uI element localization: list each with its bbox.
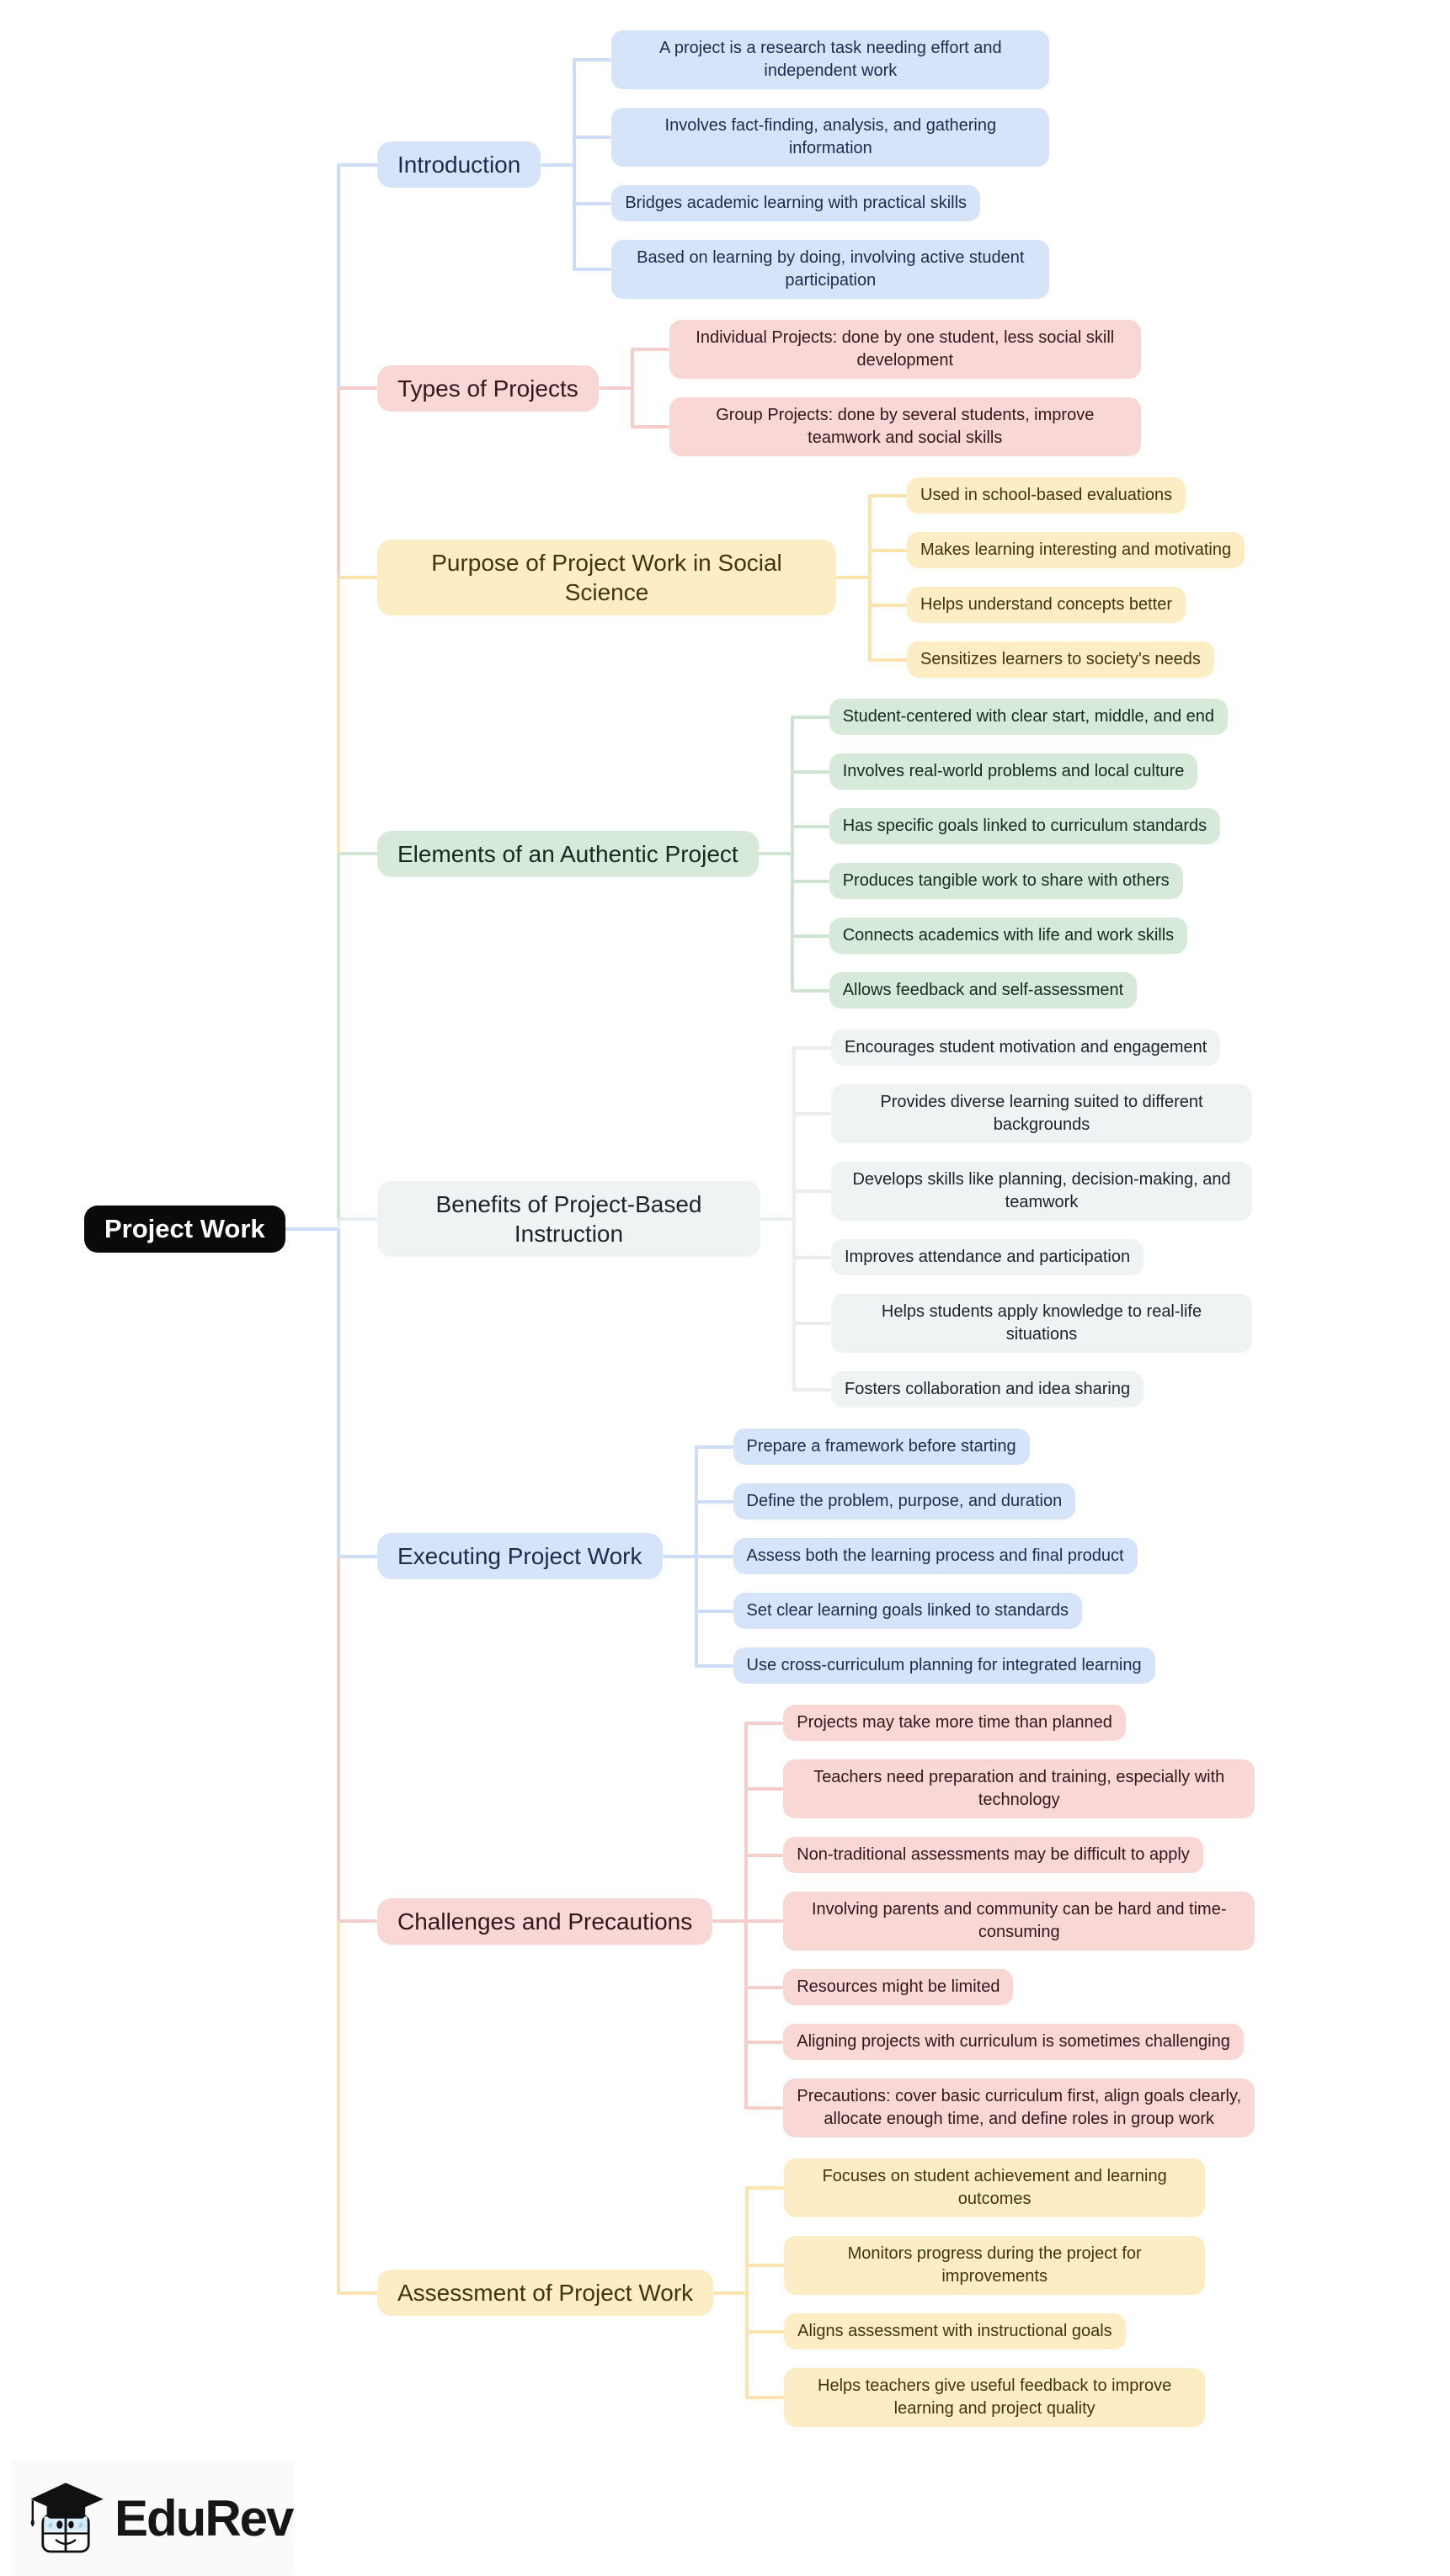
children-column	[669, 320, 1141, 456]
branch-title: Purpose of Project Work in Social Science	[377, 540, 836, 615]
connector-line	[745, 2186, 749, 2399]
connector-line	[791, 880, 829, 883]
connector-line	[337, 1921, 340, 2293]
connector-line	[695, 1610, 733, 1613]
connector-line	[337, 388, 340, 577]
child-node: Teachers need preparation and training, especially with technology	[783, 1759, 1255, 1818]
connector-line	[868, 604, 907, 607]
connector-line	[744, 1919, 783, 1923]
connector-line	[631, 348, 669, 351]
connector-line	[573, 58, 611, 61]
children-column	[611, 30, 1049, 299]
branch-title: Executing Project Work	[377, 1533, 663, 1579]
child-node: Aligns assessment with instructional goals	[784, 2313, 1126, 2350]
child-node: Makes learning interesting and motivating	[907, 532, 1245, 568]
logo-hash-right: #	[78, 2522, 83, 2531]
connector-line	[791, 825, 829, 828]
child-node: Encourages student motivation and engagement	[831, 1030, 1220, 1066]
connector-line	[868, 549, 907, 552]
branch-title: Benefits of Project-Based Instruction	[377, 1181, 760, 1257]
child-node: Use cross-curriculum planning for integrated learning	[733, 1647, 1155, 1684]
connector-line	[744, 1854, 783, 1857]
root-node: Project Work	[84, 1206, 285, 1253]
branches-column	[377, 30, 1255, 2427]
child-node: Helps understand concepts better	[907, 587, 1186, 623]
connector-line	[791, 989, 829, 993]
connector-line	[337, 852, 377, 855]
connector-line	[695, 1500, 733, 1504]
connector-line	[744, 2041, 783, 2044]
children-column	[829, 699, 1228, 1009]
connector-line	[744, 2106, 783, 2110]
child-node: Fosters collaboration and idea sharing	[831, 1371, 1143, 1408]
child-node: Student-centered with clear start, middle, and end	[829, 699, 1228, 735]
connector-line	[573, 58, 576, 271]
logo-eye-right	[68, 2521, 73, 2529]
connector-line	[337, 1217, 377, 1221]
child-node: Involves fact-finding, analysis, and gathering information	[611, 108, 1049, 167]
children-column	[783, 1705, 1255, 2137]
connector-line	[337, 1229, 340, 1557]
child-node: Involves real-world problems and local culture	[829, 753, 1198, 790]
connector-line	[284, 1227, 340, 1231]
child-node: Group Projects: done by several students, improve teamwork and social skills	[669, 397, 1141, 456]
edurev-logo-text: EduRev	[115, 2489, 293, 2547]
connector-line	[791, 934, 829, 938]
child-node: Define the problem, purpose, and duration	[733, 1483, 1076, 1520]
child-node: Prepare a framework before starting	[733, 1429, 1030, 1465]
connector-line	[791, 770, 829, 774]
logo-hash-left: #	[48, 2522, 53, 2531]
connector-line	[337, 576, 377, 579]
branch-assessment-project-work	[377, 2158, 1255, 2427]
connector-line	[868, 658, 907, 662]
connector-line	[792, 1256, 831, 1259]
children-column	[831, 1030, 1252, 1408]
branch-title: Challenges and Precautions	[377, 1898, 712, 1945]
connector-line	[744, 1986, 783, 1989]
connector-line	[663, 1555, 698, 1558]
connector-line	[337, 1555, 377, 1558]
connector-line	[792, 1190, 831, 1193]
connector-line	[744, 1787, 783, 1791]
logo-cap-top	[30, 2483, 103, 2515]
child-node: Individual Projects: done by one student, less social skill development	[669, 320, 1141, 379]
child-node: Used in school-based evaluations	[907, 477, 1186, 514]
connector-line	[759, 852, 794, 855]
connector-line	[631, 425, 669, 428]
child-node: Connects academics with life and work skills	[829, 918, 1188, 954]
branch-title: Types of Projects	[377, 365, 599, 412]
child-node: Monitors progress during the project for improvements	[784, 2236, 1205, 2295]
connector-line	[744, 1722, 748, 2110]
branch-title: Introduction	[377, 141, 541, 188]
child-node: Non-traditional assessments may be difficult to apply	[783, 1837, 1203, 1873]
children-column	[733, 1429, 1155, 1684]
child-node: Assess both the learning process and final product	[733, 1538, 1138, 1574]
edurev-logo-icon	[25, 2479, 106, 2557]
logo-tassel-tip	[31, 2518, 35, 2526]
connector-line	[573, 268, 611, 271]
connector-line	[573, 136, 611, 139]
branch-elements-authentic-project	[377, 699, 1255, 1009]
connector-line	[868, 494, 907, 498]
child-node: Resources might be limited	[783, 1969, 1013, 2005]
connector-line	[792, 1388, 831, 1392]
connector-line	[599, 386, 634, 390]
connector-line	[792, 1322, 831, 1325]
connector-line	[792, 1046, 796, 1392]
connector-line	[573, 202, 611, 205]
child-node: Set clear learning goals linked to standards	[733, 1593, 1082, 1629]
children-column	[784, 2158, 1205, 2427]
child-node: Involving parents and community can be hard and time-consuming	[783, 1892, 1255, 1951]
connector-line	[541, 163, 576, 167]
child-node: Precautions: cover basic curriculum first, align goals clearly, allocate enough time, and define roles in group work	[783, 2078, 1255, 2137]
connector-line	[745, 2396, 784, 2399]
connector-line	[868, 494, 872, 662]
connector-line	[337, 577, 340, 854]
branch-title: Elements of an Authentic Project	[377, 831, 759, 877]
child-node: Sensitizes learners to society's needs	[907, 641, 1214, 678]
child-node: Based on learning by doing, involving active student participation	[611, 240, 1049, 299]
connector-line	[337, 1219, 340, 1229]
connector-line	[836, 576, 872, 579]
child-node: Improves attendance and participation	[831, 1239, 1143, 1275]
connector-line	[337, 2291, 377, 2295]
child-node: Helps teachers give useful feedback to improve learning and project quality	[784, 2368, 1205, 2427]
connector-line	[791, 716, 829, 719]
connector-line	[792, 1046, 831, 1050]
child-node: Allows feedback and self-assessment	[829, 972, 1138, 1009]
child-node: Bridges academic learning with practical skills	[611, 185, 980, 221]
branch-challenges-precautions	[377, 1705, 1255, 2137]
children-column	[907, 477, 1245, 678]
connector-line	[695, 1445, 733, 1449]
branch-benefits-pbi	[377, 1030, 1255, 1408]
child-node: Projects may take more time than planned	[783, 1705, 1126, 1741]
child-node: Develops skills like planning, decision-making, and teamwork	[831, 1162, 1252, 1221]
connector-line	[745, 2186, 784, 2190]
child-node: Helps students apply knowledge to real-life situations	[831, 1294, 1252, 1353]
connector-line	[337, 386, 377, 390]
branch-purpose-social-science	[377, 477, 1255, 678]
connector-line	[792, 1112, 831, 1115]
child-node: Focuses on student achievement and learning outcomes	[784, 2158, 1205, 2217]
logo-eye-left	[56, 2520, 62, 2529]
connector-line	[337, 163, 377, 167]
connector-line	[337, 854, 340, 1219]
connector-line	[712, 1919, 748, 1923]
connector-line	[337, 165, 340, 389]
connector-line	[760, 1217, 796, 1221]
connector-line	[695, 1555, 733, 1558]
connector-line	[791, 716, 794, 993]
connector-line	[713, 2291, 749, 2295]
branch-title: Assessment of Project Work	[377, 2270, 713, 2316]
connector-line	[745, 2264, 784, 2267]
connector-line	[745, 2330, 784, 2334]
connector-line	[337, 1919, 377, 1923]
edurev-logo	[12, 2460, 295, 2576]
branch-introduction	[377, 30, 1255, 299]
child-node: Aligning projects with curriculum is sometimes challenging	[783, 2024, 1244, 2060]
branch-types-of-projects	[377, 320, 1255, 456]
branch-executing-project-work	[377, 1429, 1255, 1684]
child-node: A project is a research task needing effort and independent work	[611, 30, 1049, 89]
connector-line	[744, 1722, 783, 1725]
child-node: Provides diverse learning suited to different backgrounds	[831, 1084, 1252, 1143]
child-node: Produces tangible work to share with others	[829, 863, 1183, 899]
connector-line	[695, 1664, 733, 1668]
connector-line	[337, 1557, 340, 1922]
connector-line	[631, 348, 634, 428]
child-node: Has specific goals linked to curriculum standards	[829, 808, 1220, 844]
